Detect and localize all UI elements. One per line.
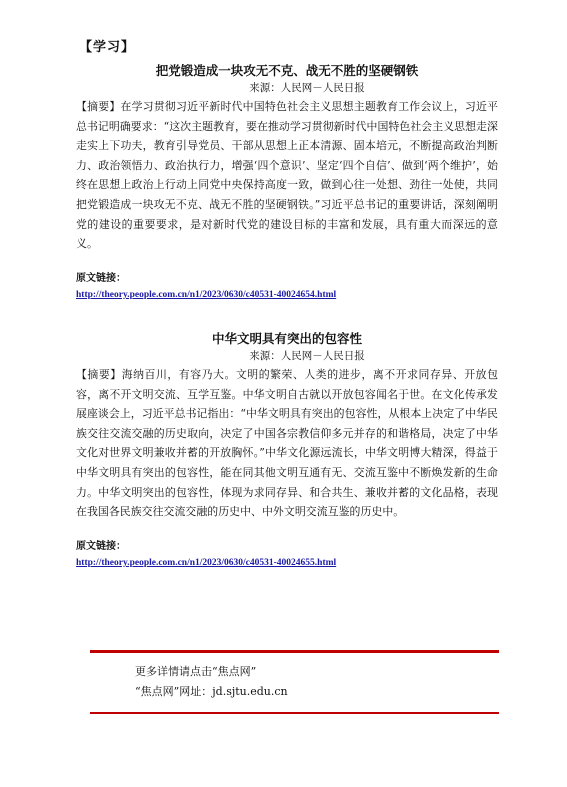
abstract-tag: 【摘要】 — [76, 368, 122, 381]
article-abstract — [76, 97, 498, 254]
abstract-text: 在学习贯彻习近平新时代中国特色社会主义思想主题教育工作会议上，习近平总书记明确要求：“这次主题教育，要在推动学习贯彻新时代中国特色社会主义思想走深走实上下功夫，教育引导党员、干部从思想上正本清源、固本培元，不断提高政治判断力、政治领悟力、政治执行力，增强‘四个意识’、坚定‘四个自信’、做到‘两个维护’，始终在思想上政治上行动上同党中央保持高度一致，做到心往一处想、劲往一处使，共同把党锻造成一块攻无不克、战无不胜的坚硬钢铁。”习近平总书记的重要讲话，深刻阐明党的建设的重要要求，是对新时代党的建设目标的丰富和发展，具有重大而深远的意义。 — [76, 100, 499, 251]
article-title: 把党锻造成一块攻无不克、战无不胜的坚硬钢铁 — [155, 63, 419, 78]
footer-divider-top — [90, 650, 499, 653]
abstract-tag: 【摘要】 — [76, 100, 121, 113]
article-1 — [76, 62, 498, 303]
article-link[interactable]: http://theory.people.com.cn/n1/2023/0630/c40531-40024654.html — [76, 289, 337, 300]
article-link[interactable]: http://theory.people.com.cn/n1/2023/0630/c40531-40024655.html — [76, 557, 337, 568]
footer-more-info: 更多详情请点击“焦点网” — [135, 665, 257, 678]
article-title: 中华文明具有突出的包容性 — [211, 331, 362, 346]
article-source: 来源：人民网－人民日报 — [249, 350, 365, 362]
footer-website[interactable]: “焦点网”网址：jd.sjtu.edu.cn — [135, 685, 288, 698]
abstract-text: 海纳百川，有容乃大。文明的繁荣、人类的进步，离不开求同存异、开放包容，离不开文明交流、互学互鉴。中华文明自古就以开放包容闻名于世。在文化传承发展座谈会上，习近平总书记指出：“中华文明具有突出的包容性，从根本上决定了中华民族交往交流交融的历史取向，决定了中国各宗教信仰多元并存的和谐格局，决定了中华文化对世界文明兼收并蓄的开放胸怀。”中华文化源远流长，中华文明博大精深，得益于中华文明具有突出的包容性，能在同其他文明互通有无、交流互鉴中不断焕发新的生命力。中华文明突出的包容性，体现为求同存异、和合共生、兼收并蓄的文化品格，表现在我国各民族交往交流交融的历史中、中外文明交流互鉴的历史中。 — [76, 368, 499, 519]
link-label: 原文链接： — [76, 272, 126, 284]
article-2 — [76, 330, 498, 571]
article-abstract — [76, 365, 498, 522]
section-tag: 【学习】 — [79, 40, 136, 55]
article-source: 来源：人民网－人民日报 — [249, 82, 365, 94]
link-label: 原文链接： — [76, 540, 126, 552]
footer-divider-bottom — [90, 712, 499, 714]
